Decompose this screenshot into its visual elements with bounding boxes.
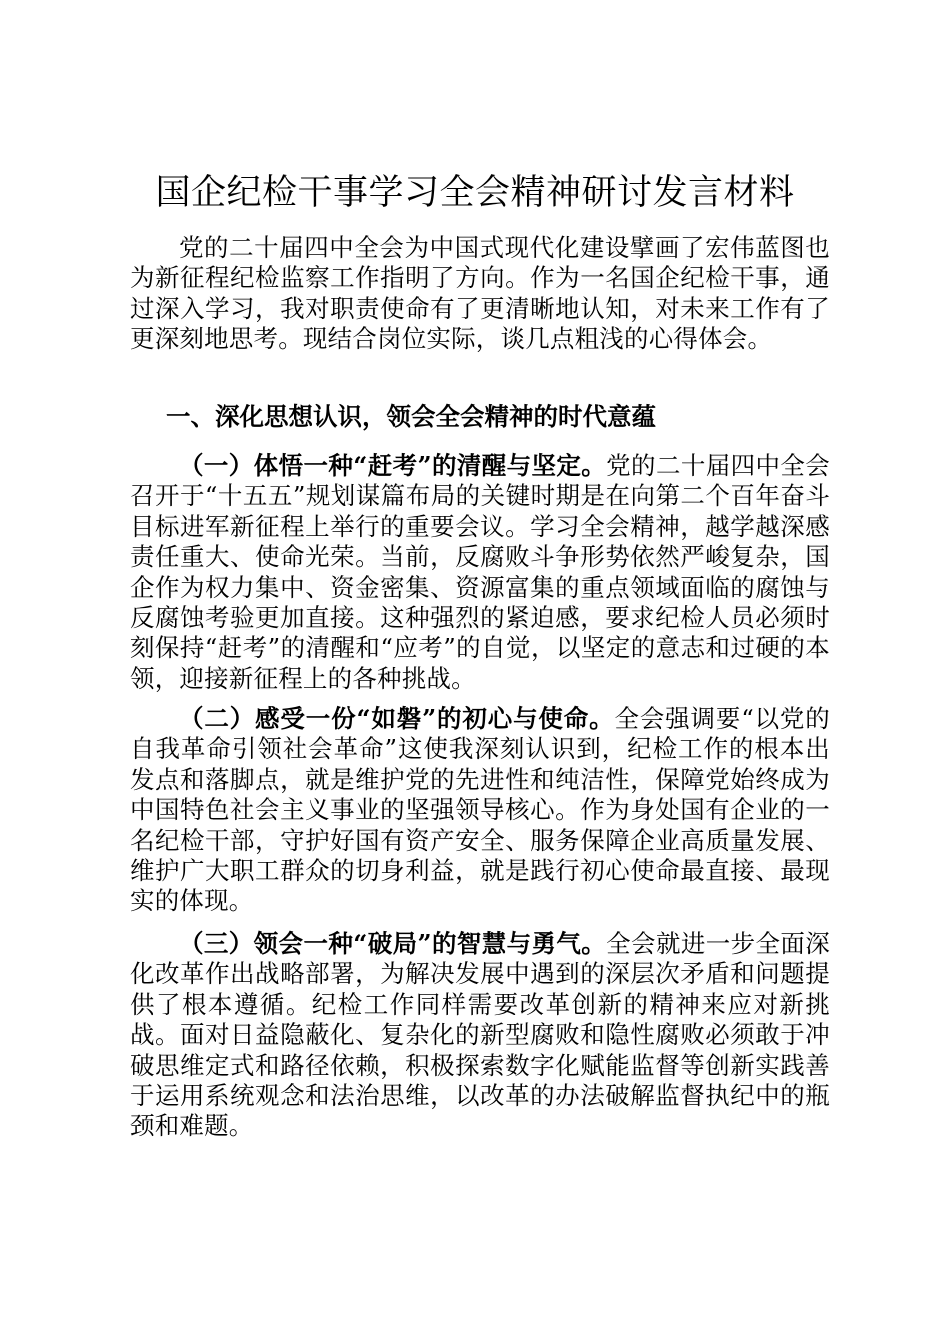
paragraph-2 xyxy=(130,704,830,917)
document-title: 国企纪检干事学习全会精神研讨发言材料 xyxy=(155,173,795,213)
paragraph-3-lead: （三）领会一种“破局”的智慧与勇气。 xyxy=(179,929,607,958)
section-heading: 一、深化思想认识，领会全会精神的时代意蕴 xyxy=(166,402,656,431)
paragraph-2-text: 全会强调要“以党的自我革命引领社会革命”这使我深刻认识到，纪检工作的根本出发点和落脚点，就是维护党的先进性和纯洁性，保障党始终成为中国特色社会主义事业的坚强领导核心。作为身处国有企业的一名纪检干部，守护好国有资产安全、服务保障企业高质量发展、维护广大职工群众的切身利益，就是践行初心使命最直接、最现实的体现。 xyxy=(130,704,830,916)
paragraph-1-text: 党的二十届四中全会召开于“十五五”规划谋篇布局的关键时期是在向第二个百年奋斗目标进军新征程上举行的重要会议。学习全会精神，越学越深感责任重大、使命光荣。当前，反腐败斗争形势依然严峻复杂，国企作为权力集中、资金密集、资源富集的重点领域面临的腐蚀与反腐蚀考验更加直接。这种强烈的紧迫感，要求纪检人员必须时刻保持“赶考”的清醒和“应考”的自觉，以坚定的意志和过硬的本领，迎接新征程上的各种挑战。 xyxy=(130,451,830,693)
paragraph-1 xyxy=(130,451,830,694)
paragraph-3 xyxy=(130,929,830,1142)
paragraph-2-lead: （二）感受一份“如磐”的初心与使命。 xyxy=(179,704,615,733)
intro-paragraph: 党的二十届四中全会为中国式现代化建设擘画了宏伟蓝图也为新征程纪检监察工作指明了方向。作为一名国企纪检干事，通过深入学习，我对职责使命有了更清晰地认知，对未来工作有了更深刻地思考。现结合岗位实际，谈几点粗浅的心得体会。 xyxy=(130,233,830,354)
paragraph-1-lead: （一）体悟一种“赶考”的清醒与坚定。 xyxy=(179,451,607,480)
paragraph-3-text: 全会就进一步全面深化改革作出战略部署，为解决发展中遇到的深层次矛盾和问题提供了根本遵循。纪检工作同样需要改革创新的精神来应对新挑战。面对日益隐蔽化、复杂化的新型腐败和隐性腐败必须敢于冲破思维定式和路径依赖，积极探索数字化赋能监督等创新实践善于运用系统观念和法治思维，以改革的办法破解监督执纪中的瓶颈和难题。 xyxy=(130,929,830,1141)
